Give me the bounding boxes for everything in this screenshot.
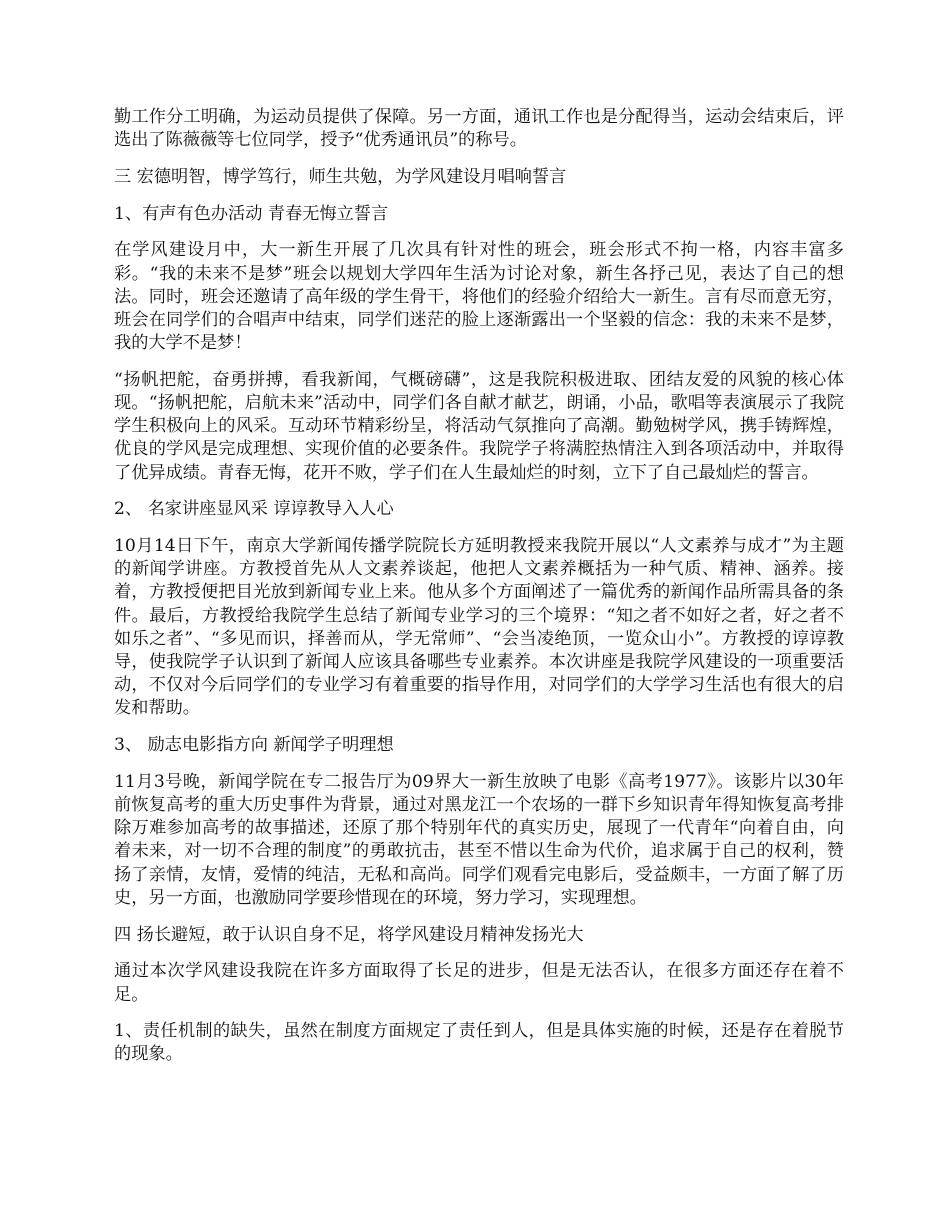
subheading-activities: 1、有声有色办活动 青春无悔立誓言 [114, 203, 389, 224]
paragraph-class-meetings: 在学风建设月中，大一新生开展了几次具有针对性的班会，班会形式不拘一格，内容丰富多彩。“我的未来不是梦”班会以规划大学四年生活为讨论对象，新生各抒己见，表达了自己的想法。同时，班会还邀请了高年级的学生骨干，将他们的经验介绍给大一新生。言有尽而意无穷，班会在同学们的合唱声中结束，同学们迷茫的脸上逐渐露出一个坚毅的信念：我的未来不是梦，我的大学不是梦！ [114, 240, 844, 354]
subheading-lecture: 2、 名家讲座显风采 谆谆教导入人心 [114, 499, 394, 520]
paragraph-awards-conclusion: 勤工作分工明确，为运动员提供了保障。另一方面，通讯工作也是分配得当，运动会结束后，评选出了陈薇薇等七位同学，授予“优秀通讯员”的称号。 [114, 107, 844, 151]
paragraph-lecture: 10月14日下午，南京大学新闻传播学院院长方延明教授来我院开展以“人文素养与成才”为主题的新闻学讲座。方教授首先从人文素养谈起，他把人文素养概括为一种气质、精神、涵养。接着，方教授便把目光放到新闻专业上来。他从多个方面阐述了一篇优秀的新闻作品所需具备的条件。最后，方教授给我院学生总结了新闻专业学习的三个境界：“知之者不如好之者，好之者不如乐之者”、“多见而识，择善而从，学无常师”、“会当凌绝顶，一览众山小”。方教授的谆谆教导，使我院学子认识到了新闻人应该具备哪些专业素养。本次讲座是我院学风建设的一项重要活动，不仅对今后同学们的专业学习有着重要的指导作用，对同学们的大学学习生活也有很大的启发和帮助。 [114, 536, 844, 719]
paragraph-shortcomings-intro: 通过本次学风建设我院在许多方面取得了长足的进步，但是无法否认，在很多方面还存在着不足。 [114, 961, 844, 1005]
section-heading-3: 三 宏德明智，博学笃行，师生共勉，为学风建设月唱响誓言 [114, 166, 567, 187]
subheading-movie: 3、 励志电影指方向 新闻学子明理想 [114, 735, 394, 756]
paragraph-movie: 11月3号晚，新闻学院在专二报告厅为09界大一新生放映了电影《高考1977》。该影片以30年前恢复高考的重大历史事件为背景，通过对黑龙江一个农场的一群下乡知识青年得知恢复高考排除万难参加高考的故事描述，还原了那个特别年代的真实历史，展现了一代青年“向着自由，向着未来，对一切不合理的制度”的勇敢抗击，甚至不惜以生命为代价，追求属于自己的权利，赞扬了亲情，友情，爱情的纯洁，无私和高尚。同学们观看完电影后，受益颇丰，一方面了解了历史，另一方面，也激励同学要珍惜现在的环境，努力学习，实现理想。 [114, 771, 844, 908]
paragraph-sail-activity: “扬帆把舵，奋勇拼搏，看我新闻，气概磅礴”，这是我院积极进取、团结友爱的风貌的核心体现。“扬帆把舵，启航未来”活动中，同学们各自献才献艺，朗诵，小品，歌唱等表演展示了我院学生积极向上的风采。互动环节精彩纷呈，将活动气氛推向了高潮。勤勉树学风，携手铸辉煌，优良的学风是完成理想、实现价值的必要条件。我院学子将满腔热情注入到各项活动中，并取得了优异成绩。青春无悔，花开不败，学子们在人生最灿烂的时刻，立下了自己最灿烂的誓言。 [114, 369, 844, 483]
section-heading-4: 四 扬长避短，敢于认识自身不足，将学风建设月精神发扬光大 [114, 924, 584, 945]
document-page [114, 106, 844, 1067]
paragraph-shortcoming-1: 1、责任机制的缺失，虽然在制度方面规定了责任到人，但是具体实施的时候，还是存在着脱节的现象。 [114, 1021, 844, 1065]
